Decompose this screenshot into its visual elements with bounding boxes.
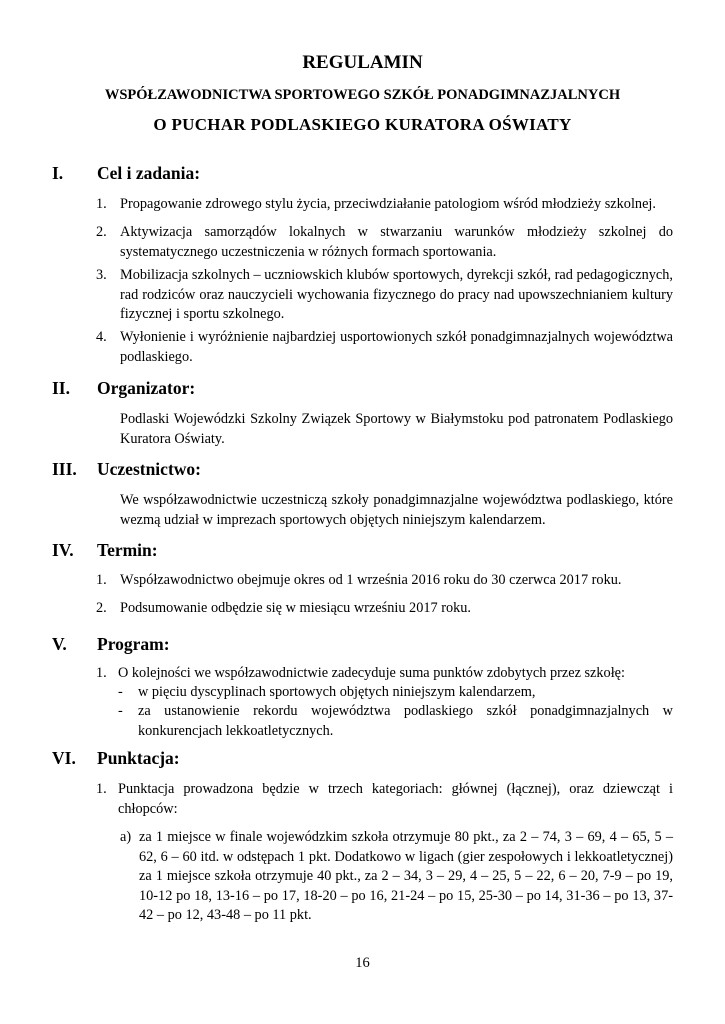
list-number: 4.: [96, 329, 107, 345]
dash-marker: -: [118, 684, 123, 700]
section-title: Program:: [97, 634, 170, 654]
list-item-text: Propagowanie zdrowego stylu życia, przeciwdziałanie patologiom wśród młodzieży szkolnej.: [120, 196, 656, 212]
list-number: 1.: [96, 781, 107, 797]
section-number: IV.: [52, 540, 74, 560]
section-title: Cel i zadania:: [97, 163, 201, 183]
dash-marker: -: [118, 703, 123, 719]
section-title: Organizator:: [97, 378, 196, 398]
document-subtitle-line-2: O PUCHAR PODLASKIEGO KURATORA OŚWIATY: [153, 115, 572, 134]
list-number: 1.: [96, 196, 107, 212]
page-number: 16: [355, 955, 370, 971]
section-heading-2: [52, 378, 195, 399]
list-item-text: Wyłonienie i wyróżnienie najbardziej usportowionych szkół ponadgimnazjalnych województwa podlaskiego.: [120, 329, 673, 365]
dash-item-text: za ustanowienie rekordu województwa podlaskiego szkół ponadgimnazjalnych w konkurencjach lekkoatletycznych.: [138, 703, 673, 739]
section-paragraph: We współzawodnictwie uczestniczą szkoły ponadgimnazjalne województwa podlaskiego, które wezmą udział w imprezach sportowych objętych niniejszym kalendarzem.: [120, 492, 673, 528]
section-heading-6: [52, 748, 180, 769]
section-heading-1: [52, 163, 200, 184]
section-heading-3: [52, 459, 201, 480]
sub-item-text: za 1 miejsce w finale wojewódzkim szkoła otrzymuje 80 pkt., za 2 – 74, 3 – 69, 4 – 65, 5 – 62, 6 – 60 itd. w odstępach 1 pkt. Dodatkowo w ligach (gier zespołowych i lekkoatletycznej) za 1 miejsce szkoła otrzymuje 40 pkt., za 2 – 34, 3 – 29, 4 – 25, 5 – 22, 6 – 20, 7-9 – po 19, 10-12 po 18, 13-16 – po 17, 18-20 – po 16, 21-24 – po 15, 25-30 – po 14, 31-36 – po 13, 37-42 – po 12, 43-48 – po 11 pkt.: [139, 829, 673, 923]
list-item-text: Współzawodnictwo obejmuje okres od 1 września 2016 roku do 30 czerwca 2017 roku.: [120, 572, 622, 588]
dash-item-text: w pięciu dyscyplinach sportowych objętych niniejszym kalendarzem,: [138, 684, 536, 700]
section-number: III.: [52, 459, 77, 479]
section-number: I.: [52, 163, 64, 183]
section-heading-4: [52, 540, 158, 561]
document-title: REGULAMIN: [302, 52, 423, 73]
list-item-text: Punktacja prowadzona będzie w trzech kategoriach: głównej (łącznej), oraz dziewcząt i chłopców:: [118, 781, 673, 817]
section-paragraph: Podlaski Wojewódzki Szkolny Związek Sportowy w Białymstoku pod patronatem Podlaskiego Kuratora Oświaty.: [120, 411, 673, 447]
list-number: 2.: [96, 600, 107, 616]
list-number: 2.: [96, 224, 107, 240]
list-item-text: O kolejności we współzawodnictwie zadecyduje suma punktów zdobytych przez szkołę:: [118, 665, 625, 681]
list-item-text: Podsumowanie odbędzie się w miesiącu wrześniu 2017 roku.: [120, 600, 471, 616]
list-number: 1.: [96, 665, 107, 681]
list-item-text: Mobilizacja szkolnych – uczniowskich klubów sportowych, dyrekcji szkół, rad pedagogicznych, rad rodziców oraz nauczycieli wychowania fizycznego do pracy nad upowszechnianiem kultury fizycznej i sportu szkolnego.: [120, 267, 673, 322]
list-number: 3.: [96, 267, 107, 283]
list-number: 1.: [96, 572, 107, 588]
document-subtitle-line-1: WSPÓŁZAWODNICTWA SPORTOWEGO SZKÓŁ PONADGIMNAZJALNYCH: [104, 87, 621, 103]
section-number: II.: [52, 378, 70, 398]
list-item-text: Aktywizacja samorządów lokalnych w stwarzaniu warunków młodzieży szkolnej do systematycznego uczestniczenia w różnych formach sportowania.: [120, 224, 673, 260]
section-title: Uczestnictwo:: [97, 459, 201, 479]
section-number: VI.: [52, 748, 76, 768]
section-number: V.: [52, 634, 67, 654]
section-title: Termin:: [97, 540, 158, 560]
sub-item-marker: a): [120, 829, 132, 845]
section-heading-5: [52, 634, 170, 655]
section-title: Punktacja:: [97, 748, 180, 768]
